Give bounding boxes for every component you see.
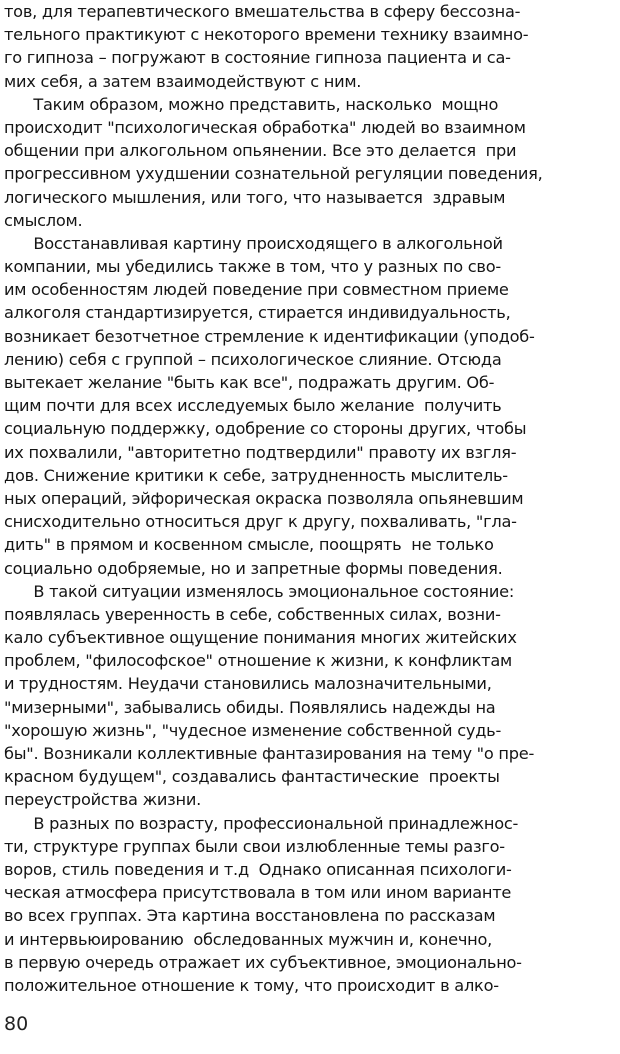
text-line: возникает безотчетное стремление к идентификации (уподоб- <box>4 326 535 346</box>
text-line: тельного практикуют с некоторого времени технику взаимно- <box>4 25 529 45</box>
text-line: логического мышления, или того, что называется здравым <box>4 187 506 207</box>
text-line: положительное отношение к тому, что происходит в алко- <box>4 975 499 995</box>
text-line: социальную поддержку, одобрение со стороны других, чтобы <box>4 419 527 439</box>
text-line: вытекает желание "быть как все", подражать другим. Об- <box>4 373 495 392</box>
text-line: проблем, "философское" отношение к жизни, к конфликтам <box>4 651 512 671</box>
page-number: 80 <box>4 1013 29 1035</box>
text-line: общении при алкогольном опьянении. Все это делается при <box>4 141 517 161</box>
text-line: дить" в прямом и косвенном смысле, поощрять не только <box>4 535 494 555</box>
text-line: и интервьюированию обследованных мужчин и, конечно, <box>4 929 493 949</box>
text-line: алкоголя стандартизируется, стирается индивидуальность, <box>4 303 511 323</box>
text-line: го гипноза – погружают в состояние гипноза пациента и са- <box>4 48 511 68</box>
text-line: бы". Возникали коллективные фантазирования на тему "о пре- <box>4 744 535 763</box>
text-line: их похвалили, "авторитетно подтвердили" правоту их взгля- <box>4 442 517 462</box>
text-line: социально одобряемые, но и запретные формы поведения. <box>4 558 503 578</box>
text-line: ных операций, эйфорическая окраска позволяла опьяневшим <box>4 488 524 508</box>
text-line: "мизерными", забывались обиды. Появлялись надежды на <box>4 697 496 717</box>
text-line: ти, структуре группах были свои излюбленные темы разго- <box>4 836 505 856</box>
text-line: тов, для терапевтического вмешательства в сферу бессозна- <box>4 2 521 21</box>
text-line: щим почти для всех исследуемых было желание получить <box>4 396 502 416</box>
text-line: прогрессивном ухудшении сознательной регуляции поведения, <box>4 164 543 184</box>
text-line: В такой ситуации изменялось эмоциональное состояние: <box>4 581 515 601</box>
text-line: кало субъективное ощущение понимания многих житейских <box>4 628 517 648</box>
text-line: переустройства жизни. <box>4 790 202 810</box>
text-line: "хорошую жизнь", "чудесное изменение собственной судь- <box>4 720 502 740</box>
text-line: появлялась уверенность в себе, собственных силах, возни- <box>4 604 501 624</box>
text-line: в первую очередь отражает их субъективное, эмоционально- <box>4 952 522 972</box>
text-line: красном будущем", создавались фантастические проекты <box>4 767 500 787</box>
text-line: дов. Снижение критики к себе, затрудненность мыслитель- <box>4 465 508 485</box>
text-line: и трудностям. Неудачи становились малозначительными, <box>4 674 492 694</box>
text-line: смыслом. <box>4 210 83 230</box>
text-line: происходит "психологическая обработка" людей во взаимном <box>4 117 526 137</box>
text-line: ческая атмосфера присутствовала в том или ином варианте <box>4 883 512 903</box>
text-line: Таким образом, можно представить, насколько мощно <box>4 94 499 114</box>
text-line: лению) себя с группой – психологическое слияние. Отсюда <box>4 349 502 369</box>
text-line: во всех группах. Эта картина восстановлена по рассказам <box>4 906 496 926</box>
body-text <box>4 0 616 997</box>
text-line: компании, мы убедились также в том, что у разных по сво- <box>4 257 501 277</box>
text-line: им особенностям людей поведение при совместном приеме <box>4 280 509 300</box>
text-line: В разных по возрасту, профессиональной принадлежнос- <box>4 813 519 833</box>
text-line: воров, стиль поведения и т.д Однако описанная психологи- <box>4 859 512 879</box>
text-line: снисходительно относиться друг к другу, похваливать, "гла- <box>4 512 517 532</box>
text-line: Восстанавливая картину происходящего в алкогольной <box>4 233 503 253</box>
text-line: мих себя, а затем взаимодействуют с ним. <box>4 71 362 91</box>
